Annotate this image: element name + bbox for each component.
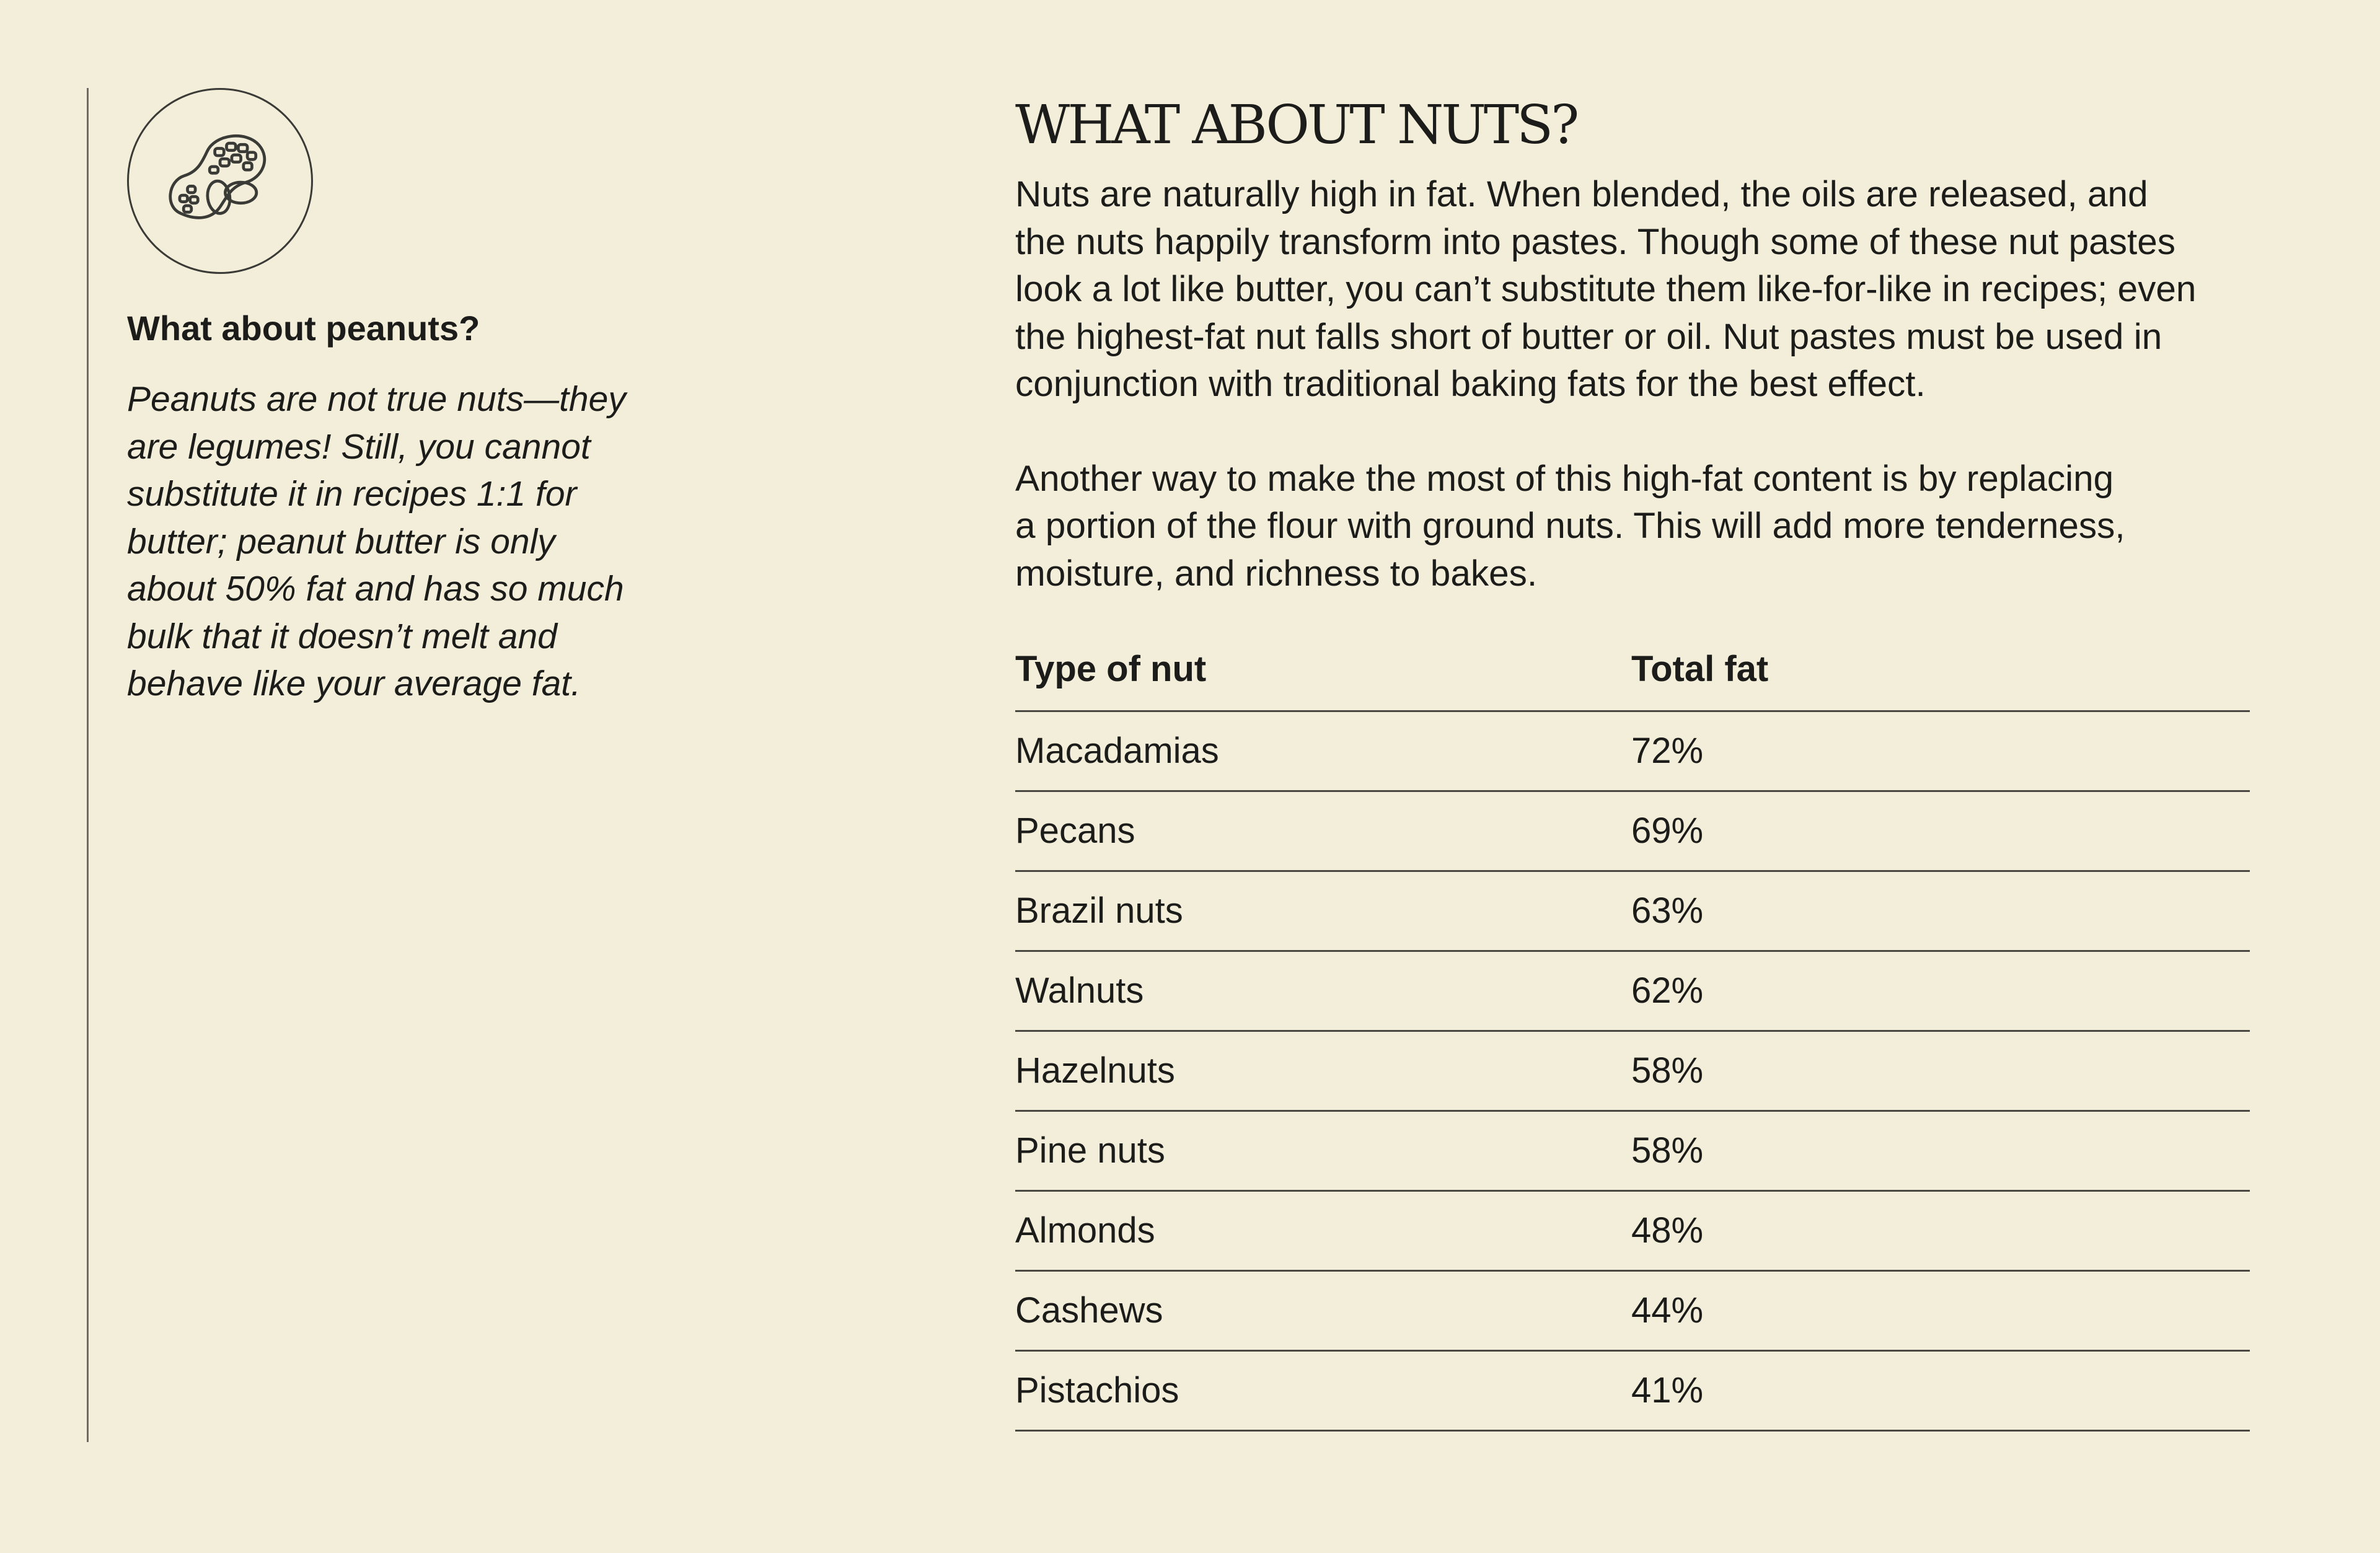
nut-name-cell: Brazil nuts (1015, 871, 1631, 951)
fat-value-cell: 44% (1631, 1271, 2250, 1351)
nut-name-cell: Hazelnuts (1015, 1031, 1631, 1111)
table-row (1015, 1111, 2250, 1191)
nut-name-cell: Cashews (1015, 1271, 1631, 1351)
page-title: WHAT ABOUT NUTS? (1015, 94, 1577, 156)
table-header-row (1015, 646, 2250, 711)
nut-name-cell: Macadamias (1015, 711, 1631, 791)
table-row (1015, 951, 2250, 1031)
fat-value-cell: 58% (1631, 1031, 2250, 1111)
fat-value-cell: 69% (1631, 791, 2250, 871)
main-content (1015, 93, 2255, 1432)
peanut-icon (155, 116, 285, 246)
table-row (1015, 1191, 2250, 1271)
sidebar-divider (87, 88, 89, 1442)
nut-name-cell: Walnuts (1015, 951, 1631, 1031)
intro-paragraph: Nuts are naturally high in fat. When blended, the oils are released, and the nuts happily transform into pastes. Though some of these nut pastes look a lot like butter, you can’t substitute them like-for-like in recipes; even the highest-fat nut falls short of butter or oil. Nut pastes must be used in conjunction with traditional baking fats for the best effect. (1015, 174, 2197, 404)
fat-value-cell: 63% (1631, 871, 2250, 951)
fat-value-cell: 72% (1631, 711, 2250, 791)
column-header-type: Type of nut (1015, 646, 1631, 711)
peanut-sidebar (127, 88, 710, 708)
fat-value-cell: 48% (1631, 1191, 2250, 1271)
nut-fat-table (1015, 646, 2250, 1432)
nut-name-cell: Pine nuts (1015, 1111, 1631, 1191)
table-row (1015, 1351, 2250, 1431)
sidebar-body: Peanuts are not true nuts—they are legumes! Still, you cannot substitute it in recipes 1:1 for butter; peanut butter is only about 50% fat and has so much bulk that it doesn’t melt and behave like your average fat. (127, 379, 626, 703)
table-row (1015, 1271, 2250, 1351)
table-row (1015, 1031, 2250, 1111)
table-row (1015, 791, 2250, 871)
second-paragraph: Another way to make the most of this high-fat content is by replacing a portion of the flour with ground nuts. This will add more tenderness, moisture, and richness to bakes. (1015, 458, 2125, 594)
fat-value-cell: 41% (1631, 1351, 2250, 1431)
table-row (1015, 871, 2250, 951)
column-header-fat: Total fat (1631, 646, 2250, 711)
table-row (1015, 711, 2250, 791)
peanut-badge (127, 88, 313, 274)
nut-name-cell: Pecans (1015, 791, 1631, 871)
fat-value-cell: 62% (1631, 951, 2250, 1031)
fat-value-cell: 58% (1631, 1111, 2250, 1191)
nut-name-cell: Pistachios (1015, 1351, 1631, 1431)
nut-name-cell: Almonds (1015, 1191, 1631, 1271)
sidebar-title: What about peanuts? (127, 309, 480, 348)
